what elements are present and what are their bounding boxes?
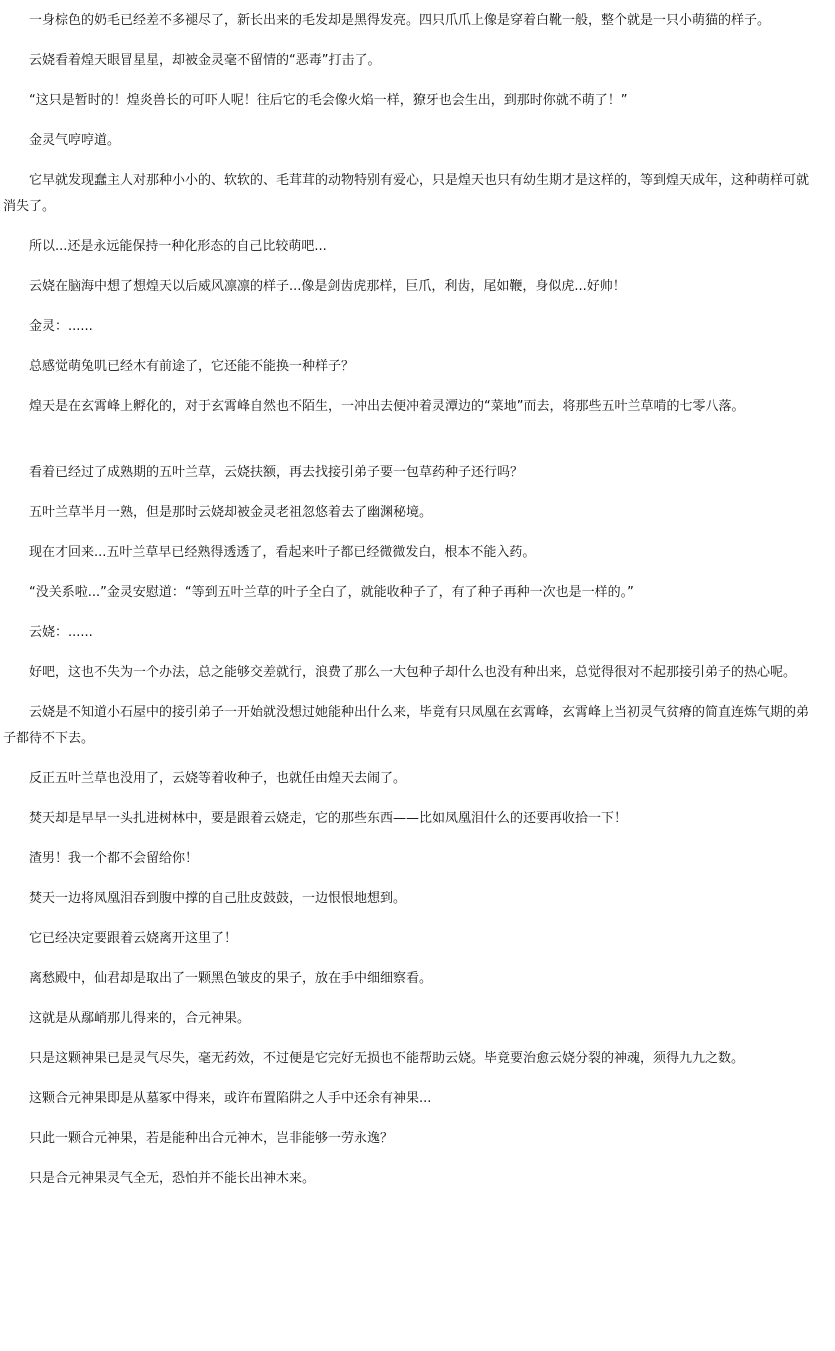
paragraph: 只是这颗神果已是灵气尽失，毫无药效，不过便是它完好无损也不能帮助云娆。毕竟要治愈云娆分裂的神魂，须得九九之数。 bbox=[29, 1051, 745, 1066]
paragraph: 只是合元神果灵气全无，恐怕并不能长出神木来。 bbox=[29, 1171, 316, 1186]
paragraph: 反正五叶兰草也没用了，云娆等着收种子，也就任由煌天去闹了。 bbox=[29, 771, 407, 786]
paragraph: 它早就发现蠢主人对那种小小的、软软的、毛茸茸的动物特别有爱心，只是煌天也只有幼生期才是这样的，等到煌天成年，这种萌样可就消失了。 bbox=[3, 173, 810, 214]
paragraph: 金灵：...... bbox=[29, 319, 93, 334]
paragraph: 五叶兰草半月一熟，但是那时云娆却被金灵老祖忽悠着去了幽渊秘境。 bbox=[29, 505, 433, 520]
paragraph: 现在才回来...五叶兰草早已经熟得透透了，看起来叶子都已经微微发白，根本不能入药。 bbox=[29, 545, 536, 560]
paragraph: 这颗合元神果即是从墓冢中得来，或许布置陷阱之人手中还余有神果... bbox=[29, 1091, 432, 1106]
paragraph: 好吧，这也不失为一个办法，总之能够交差就行，浪费了那么一大包种子却什么也没有种出来，总觉得很对不起那接引弟子的热心呢。 bbox=[29, 665, 797, 680]
paragraph: 云娆：...... bbox=[29, 625, 93, 640]
paragraph: 总感觉萌兔叽已经木有前途了，它还能不能换一种样子？ bbox=[29, 359, 355, 374]
paragraph: 焚天一边将凤凰泪吞到腹中撑的自己肚皮鼓鼓，一边恨恨地想到。 bbox=[29, 891, 407, 906]
paragraph: 焚天却是早早一头扎进树林中，要是跟着云娆走，它的那些东西——比如凤凰泪什么的还要再收拾一下！ bbox=[29, 811, 628, 826]
paragraph: 这就是从鄢峭那儿得来的，合元神果。 bbox=[29, 1011, 251, 1026]
paragraph: 云娆是不知道小石屋中的接引弟子一开始就没想过她能种出什么来，毕竟有只凤凰在玄霄峰，玄霄峰上当初灵气贫瘠的简直连炼气期的弟子都待不下去。 bbox=[3, 705, 810, 746]
paragraph: 云娆在脑海中想了想煌天以后威风凛凛的样子...像是剑齿虎那样，巨爪，利齿，尾如鞭，身似虎...好帅！ bbox=[29, 279, 626, 294]
paragraph: 云娆看着煌天眼冒星星，却被金灵毫不留情的“恶毒”打击了。 bbox=[29, 53, 381, 68]
paragraph: “这只是暂时的！煌炎兽长的可吓人呢！往后它的毛会像火焰一样，獠牙也会生出，到那时你就不萌了！” bbox=[29, 93, 628, 108]
paragraph: 煌天是在玄霄峰上孵化的，对于玄霄峰自然也不陌生，一冲出去便冲着灵潭边的“菜地”而去，将那些五叶兰草啃的七零八落。 bbox=[29, 399, 745, 414]
paragraph: 一身棕色的奶毛已经差不多褪尽了，新长出来的毛发却是黑得发亮。四只爪爪上像是穿着白靴一般，整个就是一只小萌猫的样子。 bbox=[29, 13, 771, 28]
paragraph: 只此一颗合元神果，若是能种出合元神木，岂非能够一劳永逸？ bbox=[29, 1131, 394, 1146]
paragraph: 金灵气哼哼道。 bbox=[29, 133, 121, 148]
paragraph: “没关系啦...”金灵安慰道：“等到五叶兰草的叶子全白了，就能收种子了，有了种子再种一次也是一样的。” bbox=[29, 585, 634, 600]
paragraph: 看着已经过了成熟期的五叶兰草，云娆扶额，再去找接引弟子要一包草药种子还行吗？ bbox=[29, 465, 524, 480]
paragraph: 它已经决定要跟着云娆离开这里了！ bbox=[29, 931, 238, 946]
paragraph: 渣男！我一个都不会留给你！ bbox=[29, 851, 199, 866]
paragraph: 所以...还是永远能保持一种化形态的自己比较萌吧... bbox=[29, 239, 327, 254]
paragraph: 离愁殿中，仙君却是取出了一颗黑色皱皮的果子，放在手中细细察看。 bbox=[29, 971, 433, 986]
